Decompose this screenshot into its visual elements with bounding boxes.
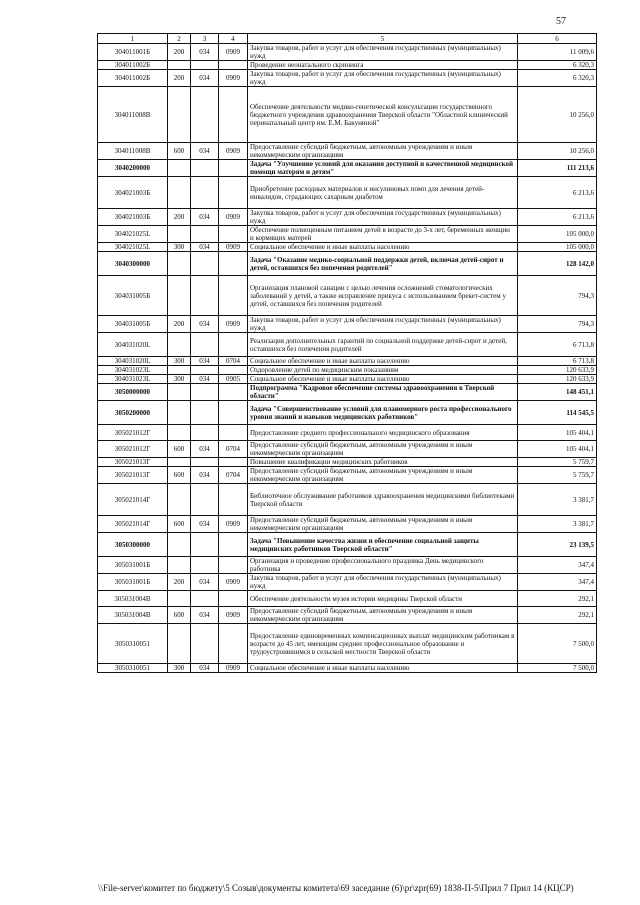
amount-cell: 128 142,0 bbox=[518, 252, 597, 276]
description-cell: Предоставление среднего профессионального медицинского образования bbox=[248, 425, 518, 441]
description-cell: Задача "Совершенствование условий для планомерного роста профессионального уровня знаний и навыков медицинских работников" bbox=[248, 401, 518, 425]
column-3-cell bbox=[191, 384, 219, 401]
amount-cell: 148 451,1 bbox=[518, 384, 597, 401]
code-cell: 304021003Б bbox=[98, 177, 168, 209]
column-4-cell bbox=[219, 591, 248, 607]
code-cell: 305021013Г bbox=[98, 467, 168, 484]
amount-cell: 105 404,1 bbox=[518, 441, 597, 458]
column-3-cell bbox=[191, 401, 219, 425]
header-cell: 5 bbox=[248, 34, 518, 44]
amount-cell: 120 633,9 bbox=[518, 366, 597, 375]
column-4-cell: 0909 bbox=[219, 574, 248, 591]
column-4-cell bbox=[219, 557, 248, 574]
column-4-cell bbox=[219, 333, 248, 357]
table-row bbox=[98, 61, 597, 70]
table-row bbox=[98, 591, 597, 607]
code-cell: 305021012Г bbox=[98, 425, 168, 441]
code-cell: 3040200000 bbox=[98, 160, 168, 177]
table-row bbox=[98, 425, 597, 441]
table-row bbox=[98, 607, 597, 624]
description-cell: Приобретение расходных материалов и инсулиновых помп для лечения детей-инвалидов, страдающих сахарным диабетом bbox=[248, 177, 518, 209]
code-cell: 304031005Б bbox=[98, 276, 168, 316]
column-3-cell bbox=[191, 160, 219, 177]
column-3-cell: 034 bbox=[191, 209, 219, 226]
header-cell: 3 bbox=[191, 34, 219, 44]
column-3-cell bbox=[191, 61, 219, 70]
column-3-cell bbox=[191, 591, 219, 607]
code-cell: 305031004В bbox=[98, 591, 168, 607]
description-cell: Закупка товаров, работ и услуг для обеспечения государственных (муниципальных) нужд bbox=[248, 209, 518, 226]
column-4-cell bbox=[219, 366, 248, 375]
column-3-cell bbox=[191, 533, 219, 557]
column-2-cell: 200 bbox=[168, 70, 191, 87]
column-2-cell bbox=[168, 160, 191, 177]
amount-cell: 6 713,8 bbox=[518, 357, 597, 366]
table-row bbox=[98, 375, 597, 384]
amount-cell: 3 381,7 bbox=[518, 516, 597, 533]
table-row bbox=[98, 574, 597, 591]
code-cell: 304011001Б bbox=[98, 44, 168, 61]
description-cell: Социальное обеспечение и иные выплаты населению bbox=[248, 357, 518, 366]
column-4-cell: 0909 bbox=[219, 70, 248, 87]
description-cell: Оздоровление детей по медицинским показаниям bbox=[248, 366, 518, 375]
table-row bbox=[98, 160, 597, 177]
code-cell: 304021003Б bbox=[98, 209, 168, 226]
column-4-cell bbox=[219, 276, 248, 316]
column-3-cell: 034 bbox=[191, 467, 219, 484]
code-cell: 304011008В bbox=[98, 87, 168, 143]
code-cell: 3050310051 bbox=[98, 624, 168, 664]
description-cell: Социальное обеспечение и иные выплаты населению bbox=[248, 243, 518, 252]
description-cell: Социальное обеспечение и иные выплаты населению bbox=[248, 664, 518, 673]
description-cell: Обеспечение полноценным питанием детей в возрасте до 3-х лет, беременных женщин и кормящих матерей bbox=[248, 226, 518, 243]
code-cell: 305021014Г bbox=[98, 484, 168, 516]
column-2-cell bbox=[168, 458, 191, 467]
table-row bbox=[98, 143, 597, 160]
table-row bbox=[98, 243, 597, 252]
table-header-row bbox=[98, 34, 597, 44]
column-2-cell bbox=[168, 484, 191, 516]
column-4-cell: 0909 bbox=[219, 664, 248, 673]
column-3-cell bbox=[191, 87, 219, 143]
amount-cell: 6 213,6 bbox=[518, 209, 597, 226]
table-row bbox=[98, 384, 597, 401]
column-4-cell: 0909 bbox=[219, 44, 248, 61]
column-3-cell bbox=[191, 557, 219, 574]
column-4-cell: 0905 bbox=[219, 375, 248, 384]
column-2-cell: 300 bbox=[168, 375, 191, 384]
column-4-cell bbox=[219, 177, 248, 209]
code-cell: 304031023L bbox=[98, 366, 168, 375]
column-2-cell bbox=[168, 591, 191, 607]
amount-cell: 7 500,0 bbox=[518, 664, 597, 673]
table-row bbox=[98, 44, 597, 61]
description-cell: Организация плановой санации с целью лечения осложнений стоматологических заболеваний у детей, а также исправление прикуса с использованием брекет-систем у детей, оставшихся без попечения родителей bbox=[248, 276, 518, 316]
column-4-cell bbox=[219, 425, 248, 441]
column-2-cell: 200 bbox=[168, 316, 191, 333]
column-4-cell: 0909 bbox=[219, 607, 248, 624]
column-3-cell: 034 bbox=[191, 357, 219, 366]
table-row bbox=[98, 624, 597, 664]
page-number: 57 bbox=[556, 16, 566, 27]
description-cell: Проведение неонатального скрининга bbox=[248, 61, 518, 70]
column-4-cell: 0909 bbox=[219, 243, 248, 252]
code-cell: 3050200000 bbox=[98, 401, 168, 425]
column-4-cell bbox=[219, 87, 248, 143]
column-3-cell bbox=[191, 276, 219, 316]
column-4-cell: 0909 bbox=[219, 516, 248, 533]
column-4-cell: 0704 bbox=[219, 467, 248, 484]
column-4-cell bbox=[219, 401, 248, 425]
table-row bbox=[98, 557, 597, 574]
column-2-cell bbox=[168, 276, 191, 316]
column-2-cell bbox=[168, 226, 191, 243]
description-cell: Библиотечное обслуживание работников здравоохранения медицинскими библиотеками Тверской области bbox=[248, 484, 518, 516]
column-3-cell bbox=[191, 624, 219, 664]
column-3-cell bbox=[191, 458, 219, 467]
code-cell: 304011008В bbox=[98, 143, 168, 160]
column-3-cell: 034 bbox=[191, 70, 219, 87]
code-cell: 304031020L bbox=[98, 357, 168, 366]
header-cell: 2 bbox=[168, 34, 191, 44]
amount-cell: 11 009,6 bbox=[518, 44, 597, 61]
amount-cell: 3 381,7 bbox=[518, 484, 597, 516]
column-4-cell bbox=[219, 384, 248, 401]
description-cell: Социальное обеспечение и иные выплаты населению bbox=[248, 375, 518, 384]
amount-cell: 23 139,5 bbox=[518, 533, 597, 557]
column-3-cell bbox=[191, 226, 219, 243]
description-cell: Обеспечение деятельности музея истории медицины Тверской области bbox=[248, 591, 518, 607]
amount-cell: 114 545,5 bbox=[518, 401, 597, 425]
table-row bbox=[98, 516, 597, 533]
amount-cell: 10 256,0 bbox=[518, 143, 597, 160]
code-cell: 305021013Г bbox=[98, 458, 168, 467]
code-cell: 3050000000 bbox=[98, 384, 168, 401]
code-cell: 3050310051 bbox=[98, 664, 168, 673]
column-4-cell: 0909 bbox=[219, 143, 248, 160]
column-3-cell bbox=[191, 425, 219, 441]
column-4-cell bbox=[219, 624, 248, 664]
column-2-cell: 600 bbox=[168, 467, 191, 484]
code-cell: 305031001Б bbox=[98, 557, 168, 574]
code-cell: 305021012Г bbox=[98, 441, 168, 458]
table-row bbox=[98, 533, 597, 557]
column-3-cell: 034 bbox=[191, 375, 219, 384]
table-row bbox=[98, 664, 597, 673]
code-cell: 304021025L bbox=[98, 243, 168, 252]
column-4-cell bbox=[219, 252, 248, 276]
amount-cell: 105 000,0 bbox=[518, 226, 597, 243]
description-cell: Реализация дополнительных гарантий по социальной поддержке детей-сирот и детей, оставшихся без попечения родителей bbox=[248, 333, 518, 357]
description-cell: Задача "Улучшение условий для оказания доступной и качественной медицинской помощи матерям и детям" bbox=[248, 160, 518, 177]
description-cell: Закупка товаров, работ и услуг для обеспечения государственных (муниципальных) нужд bbox=[248, 70, 518, 87]
table-row bbox=[98, 333, 597, 357]
column-3-cell bbox=[191, 177, 219, 209]
header-cell: 1 bbox=[98, 34, 168, 44]
amount-cell: 794,3 bbox=[518, 316, 597, 333]
table-row bbox=[98, 252, 597, 276]
column-3-cell: 034 bbox=[191, 574, 219, 591]
description-cell: Предоставление субсидий бюджетным, автономным учреждениям и иным некоммерческим организациям bbox=[248, 467, 518, 484]
amount-cell: 6 320,3 bbox=[518, 61, 597, 70]
column-3-cell: 034 bbox=[191, 316, 219, 333]
amount-cell: 120 633,9 bbox=[518, 375, 597, 384]
amount-cell: 347,4 bbox=[518, 557, 597, 574]
column-3-cell: 034 bbox=[191, 243, 219, 252]
table-row bbox=[98, 357, 597, 366]
column-2-cell: 300 bbox=[168, 357, 191, 366]
description-cell: Предоставление субсидий бюджетным, автономным учреждениям и иным некоммерческим организациям bbox=[248, 441, 518, 458]
description-cell: Закупка товаров, работ и услуг для обеспечения государственных (муниципальных) нужд bbox=[248, 574, 518, 591]
column-4-cell bbox=[219, 160, 248, 177]
code-cell: 304031023L bbox=[98, 375, 168, 384]
column-4-cell bbox=[219, 458, 248, 467]
amount-cell: 6 320,3 bbox=[518, 70, 597, 87]
column-2-cell: 600 bbox=[168, 441, 191, 458]
table-row bbox=[98, 177, 597, 209]
column-4-cell bbox=[219, 226, 248, 243]
code-cell: 304031005Б bbox=[98, 316, 168, 333]
code-cell: 305021014Г bbox=[98, 516, 168, 533]
column-2-cell bbox=[168, 533, 191, 557]
column-4-cell: 0909 bbox=[219, 316, 248, 333]
amount-cell: 794,3 bbox=[518, 276, 597, 316]
code-cell: 304011002Б bbox=[98, 61, 168, 70]
amount-cell: 6 213,6 bbox=[518, 177, 597, 209]
table-row bbox=[98, 276, 597, 316]
description-cell: Задача "Повышение качества жизни и обеспечение социальной защиты медицинских работников Тверской области" bbox=[248, 533, 518, 557]
table-row bbox=[98, 366, 597, 375]
amount-cell: 5 759,7 bbox=[518, 467, 597, 484]
column-2-cell bbox=[168, 557, 191, 574]
amount-cell: 292,1 bbox=[518, 607, 597, 624]
description-cell: Предоставление субсидий бюджетным, автономным учреждениям и иным некоммерческим организациям bbox=[248, 516, 518, 533]
description-cell: Подпрограмма "Кадровое обеспечение системы здравоохранения в Тверской области" bbox=[248, 384, 518, 401]
description-cell: Задача "Оказание медико-социальной поддержки детей, включая детей-сирот и детей, оставшихся без попечения родителей" bbox=[248, 252, 518, 276]
column-2-cell: 200 bbox=[168, 209, 191, 226]
budget-table bbox=[97, 33, 597, 673]
description-cell: Закупка товаров, работ и услуг для обеспечения государственных (муниципальных) нужд bbox=[248, 316, 518, 333]
amount-cell: 10 256,0 bbox=[518, 87, 597, 143]
column-2-cell bbox=[168, 333, 191, 357]
file-path-footer: \\File-server\комитет по бюджету\5 Созыв\документы комитета\69 заседание (6)\pr\zpr(69) 1838-П-5\Прил 7 Прил 14 (КЦСР) bbox=[98, 883, 574, 893]
table-row bbox=[98, 70, 597, 87]
amount-cell: 105 404,1 bbox=[518, 425, 597, 441]
column-2-cell: 600 bbox=[168, 516, 191, 533]
table-row bbox=[98, 226, 597, 243]
description-cell: Предоставление единовременных компенсационных выплат медицинским работникам в возрасте до 45 лет, имеющим среднее профессиональное образование и трудоустроившимся в сельской местности Тверской области bbox=[248, 624, 518, 664]
amount-cell: 5 759,7 bbox=[518, 458, 597, 467]
amount-cell: 7 500,0 bbox=[518, 624, 597, 664]
column-2-cell bbox=[168, 61, 191, 70]
column-2-cell bbox=[168, 425, 191, 441]
column-3-cell bbox=[191, 366, 219, 375]
table-row bbox=[98, 441, 597, 458]
column-4-cell: 0704 bbox=[219, 441, 248, 458]
description-cell: Обеспечение деятельности медико-генетической консультации государственного бюджетного учреждения здравоохранения Тверской области "Областной клинический перинатальный центр им. Е.М. Бакуниной" bbox=[248, 87, 518, 143]
description-cell: Закупка товаров, работ и услуг для обеспечения государственных (муниципальных) нужд bbox=[248, 44, 518, 61]
amount-cell: 111 213,6 bbox=[518, 160, 597, 177]
column-2-cell bbox=[168, 401, 191, 425]
table-row bbox=[98, 467, 597, 484]
column-4-cell: 0704 bbox=[219, 357, 248, 366]
amount-cell: 105 000,0 bbox=[518, 243, 597, 252]
code-cell: 305031004В bbox=[98, 607, 168, 624]
description-cell: Предоставление субсидий бюджетным, автономным учреждениям и иным некоммерческим организациям bbox=[248, 607, 518, 624]
column-3-cell bbox=[191, 252, 219, 276]
column-3-cell bbox=[191, 333, 219, 357]
column-4-cell: 0909 bbox=[219, 209, 248, 226]
column-2-cell bbox=[168, 384, 191, 401]
amount-cell: 6 713,8 bbox=[518, 333, 597, 357]
amount-cell: 292,1 bbox=[518, 591, 597, 607]
column-3-cell bbox=[191, 484, 219, 516]
amount-cell: 347,4 bbox=[518, 574, 597, 591]
code-cell: 304011002Б bbox=[98, 70, 168, 87]
code-cell: 304031020L bbox=[98, 333, 168, 357]
description-cell: Организация и проведение профессионального праздника День медицинского работника bbox=[248, 557, 518, 574]
column-3-cell: 034 bbox=[191, 664, 219, 673]
column-3-cell: 034 bbox=[191, 441, 219, 458]
code-cell: 304021025L bbox=[98, 226, 168, 243]
column-3-cell: 034 bbox=[191, 143, 219, 160]
code-cell: 305031001Б bbox=[98, 574, 168, 591]
column-2-cell bbox=[168, 177, 191, 209]
table-row bbox=[98, 484, 597, 516]
column-2-cell bbox=[168, 624, 191, 664]
header-cell: 4 bbox=[219, 34, 248, 44]
column-2-cell: 200 bbox=[168, 44, 191, 61]
table-row bbox=[98, 401, 597, 425]
column-2-cell: 300 bbox=[168, 243, 191, 252]
column-2-cell: 300 bbox=[168, 664, 191, 673]
description-cell: Предоставление субсидий бюджетным, автономным учреждениям и иным некоммерческим организациям bbox=[248, 143, 518, 160]
column-3-cell: 034 bbox=[191, 607, 219, 624]
column-2-cell: 600 bbox=[168, 607, 191, 624]
code-cell: 3040300000 bbox=[98, 252, 168, 276]
column-2-cell bbox=[168, 252, 191, 276]
column-4-cell bbox=[219, 533, 248, 557]
table-row bbox=[98, 209, 597, 226]
table-row bbox=[98, 458, 597, 467]
column-2-cell bbox=[168, 87, 191, 143]
header-cell: 6 bbox=[518, 34, 597, 44]
column-2-cell: 200 bbox=[168, 574, 191, 591]
column-4-cell bbox=[219, 484, 248, 516]
code-cell: 3050300000 bbox=[98, 533, 168, 557]
column-3-cell: 034 bbox=[191, 516, 219, 533]
description-cell: Повышение квалификации медицинских работников bbox=[248, 458, 518, 467]
table-row bbox=[98, 316, 597, 333]
column-4-cell bbox=[219, 61, 248, 70]
column-2-cell: 600 bbox=[168, 143, 191, 160]
column-2-cell bbox=[168, 366, 191, 375]
table-row bbox=[98, 87, 597, 143]
column-3-cell: 034 bbox=[191, 44, 219, 61]
